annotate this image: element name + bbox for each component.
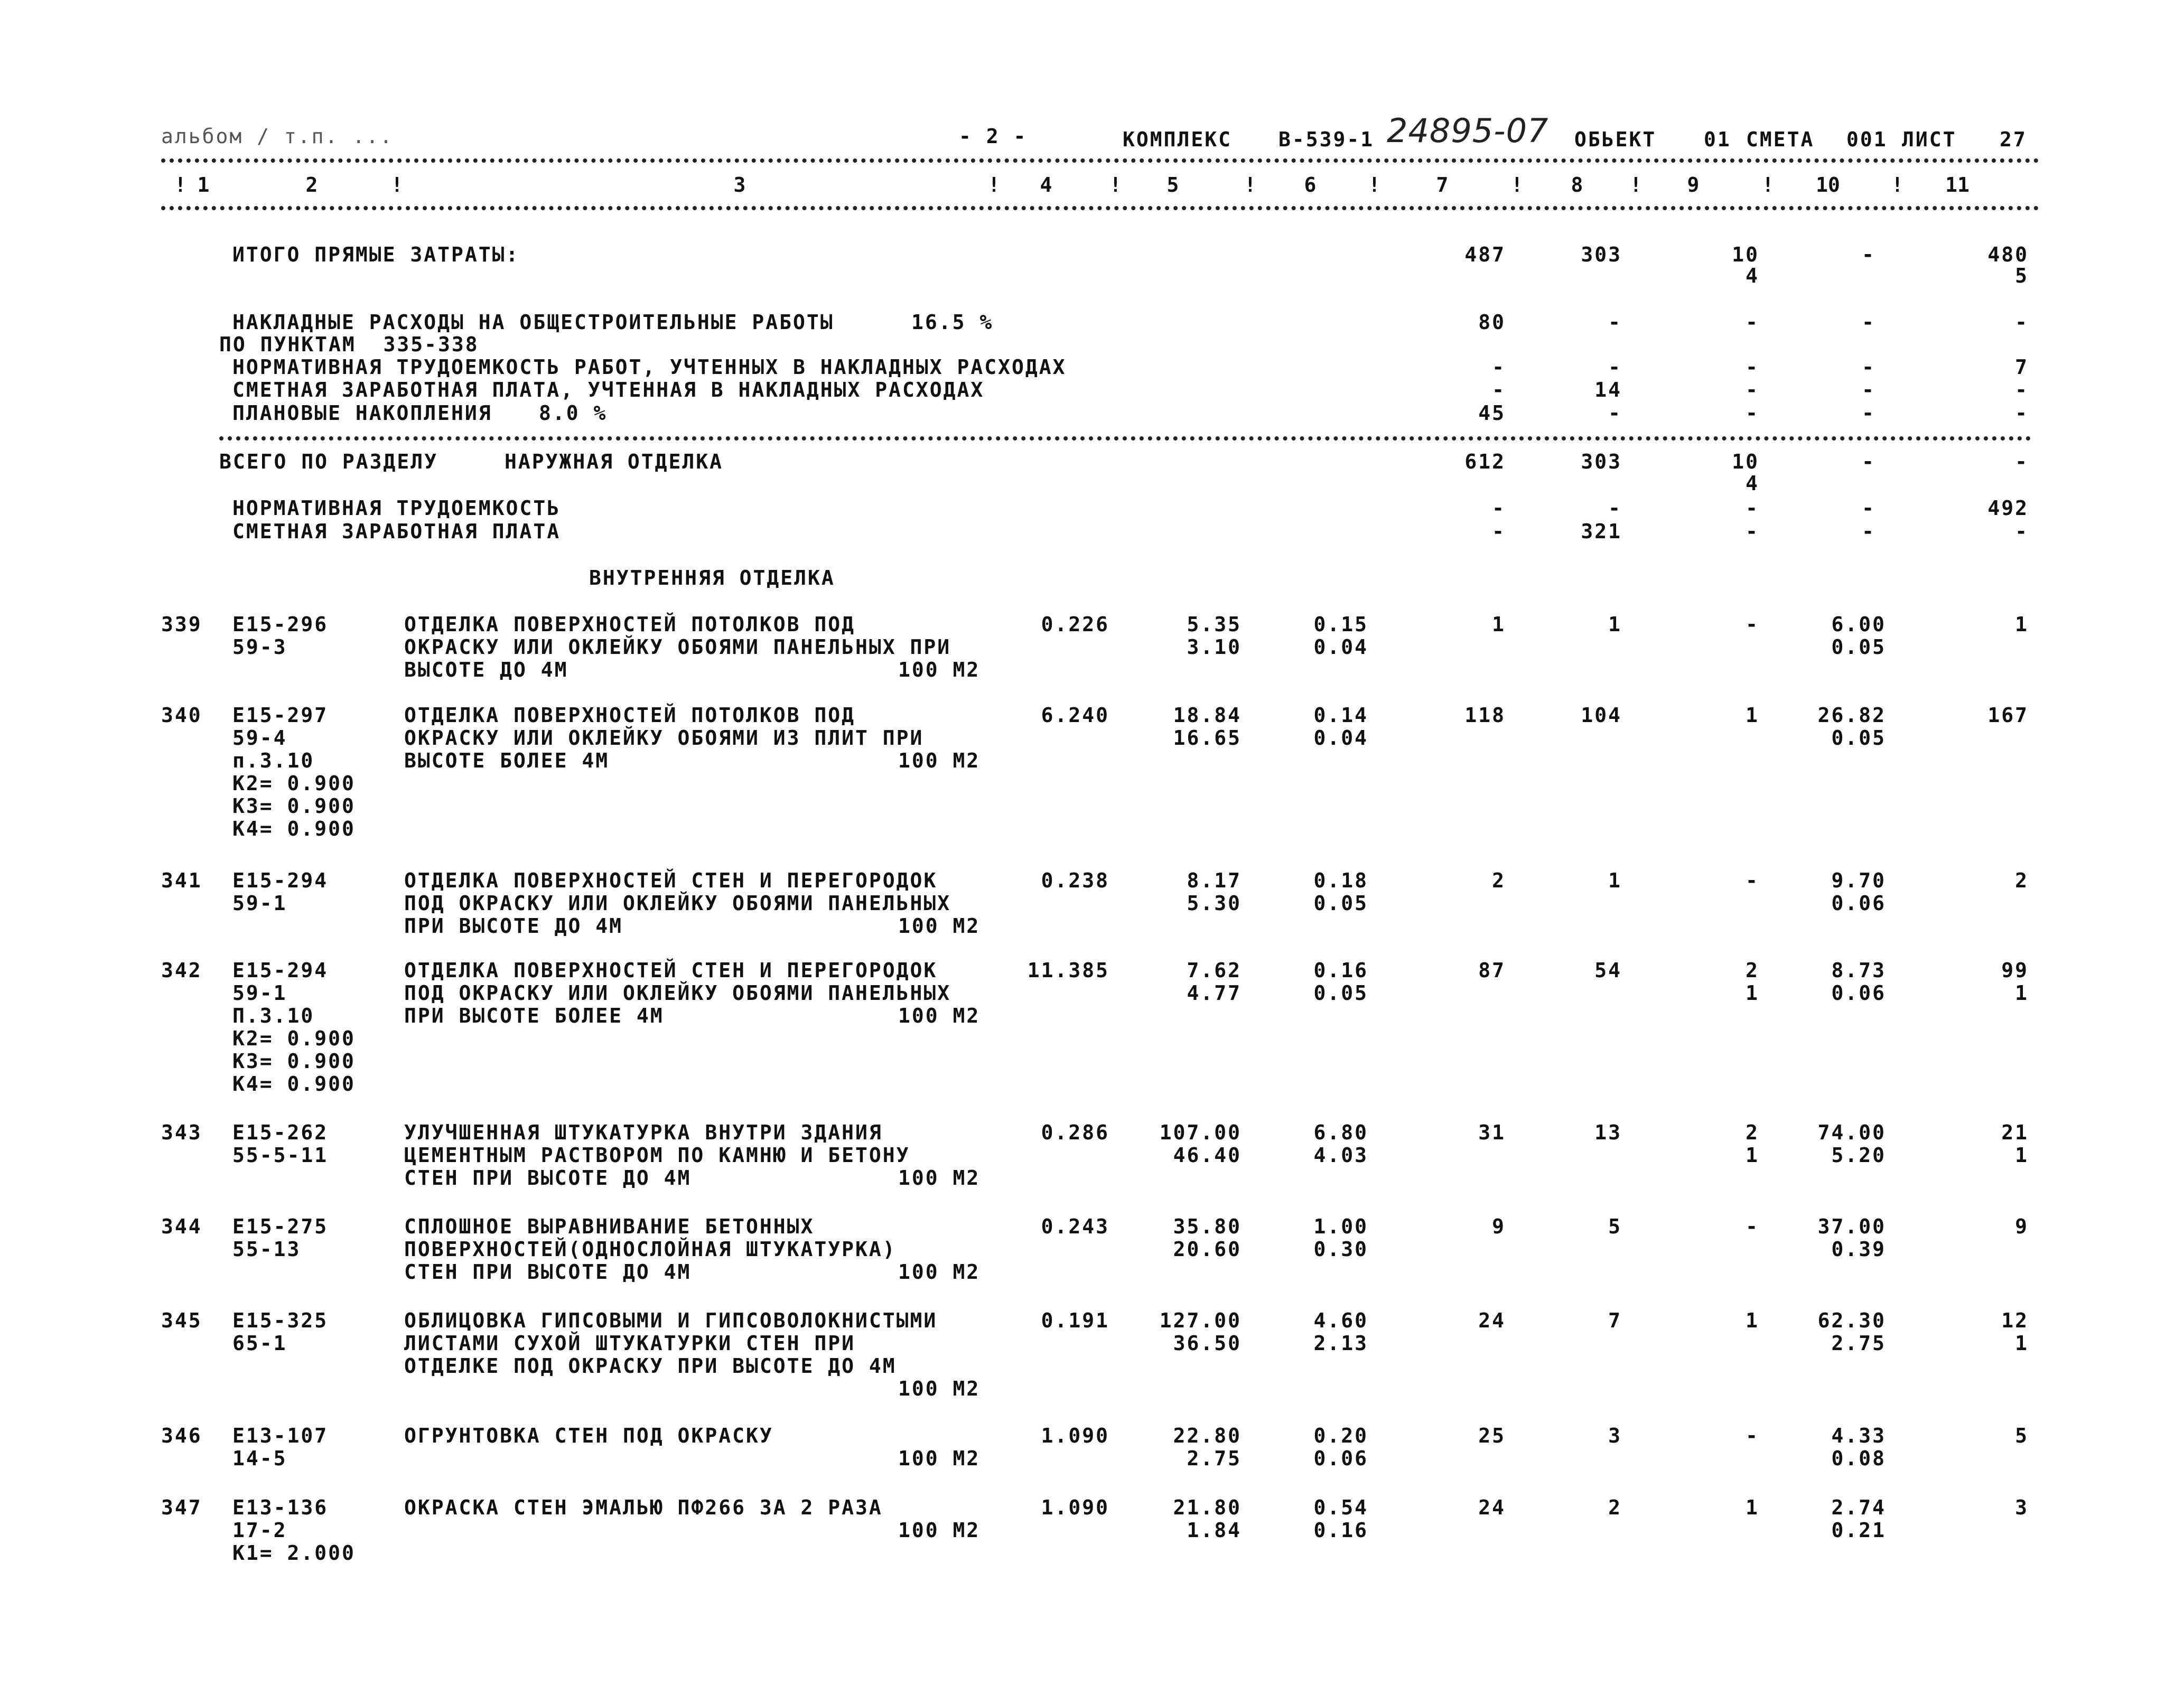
row-machine-cost: 0.54 — [1313, 1496, 1368, 1519]
row-code: 55-13 — [232, 1238, 301, 1261]
row-labor-unit: 0.05 — [1831, 726, 1886, 750]
section-total-c9: 10 — [1732, 450, 1759, 473]
row-unit-cost: 18.84 — [1173, 704, 1242, 727]
row-labor-total: 21 — [2001, 1121, 2029, 1144]
row-machine-total: 1 — [1746, 1309, 1759, 1332]
column-separator: ! — [1762, 173, 1774, 196]
row-unit-cost: 107.00 — [1159, 1121, 1242, 1144]
row-code: 55-5-11 — [232, 1144, 329, 1167]
row-total-cost: 87 — [1478, 959, 1506, 982]
row-machine-cost: 4.60 — [1313, 1309, 1368, 1332]
col-num-4: 4 — [1040, 173, 1052, 196]
planned-savings-c9: - — [1746, 401, 1759, 425]
row-labor-unit: 62.30 — [1817, 1309, 1886, 1332]
row-quantity: 0.226 — [1041, 613, 1109, 636]
row-unit: 100 М2 — [898, 1447, 981, 1470]
column-separator: ! — [1109, 173, 1122, 196]
row-total-cost: 25 — [1478, 1424, 1506, 1447]
row-description: ПОД ОКРАСКУ ИЛИ ОКЛЕЙКУ ОБОЯМИ ПАНЕЛЬНЫХ — [404, 892, 951, 915]
overhead-c9: - — [1746, 311, 1759, 334]
row-code: Е15-275 — [232, 1215, 329, 1238]
row-code: Е15-262 — [232, 1121, 329, 1144]
row-description: ОБЛИЦОВКА ГИПСОВЫМИ И ГИПСОВОЛОКНИСТЫМИ — [404, 1309, 938, 1332]
row-unit-cost: 16.65 — [1173, 726, 1242, 750]
row-machine-cost: 0.04 — [1313, 726, 1368, 750]
row-wage-cost: 54 — [1594, 959, 1622, 982]
row-machine-total: 1 — [1746, 1144, 1759, 1167]
col-num-5: 5 — [1166, 173, 1179, 196]
row-description: ОТДЕЛКА ПОВЕРХНОСТЕЙ ПОТОЛКОВ ПОД — [404, 613, 855, 636]
row-number: 346 — [161, 1424, 202, 1447]
col-num-8: 8 — [1571, 173, 1583, 196]
norm-labor-overhead-c9: - — [1746, 355, 1759, 379]
header-rule-top — [161, 158, 2039, 163]
row-number: 344 — [161, 1215, 202, 1238]
overhead-c7: 80 — [1478, 311, 1506, 334]
row-unit: 100 М2 — [898, 749, 981, 772]
complex-code: В-539-1 — [1278, 128, 1375, 151]
column-separator: ! — [1891, 173, 1903, 196]
row-machine-cost: 0.30 — [1313, 1238, 1368, 1261]
row-unit: 100 М2 — [898, 1377, 981, 1400]
row-number: 343 — [161, 1121, 202, 1144]
row-machine-cost: 0.20 — [1313, 1424, 1368, 1447]
row-code: 59-4 — [232, 726, 287, 750]
row-labor-unit: 0.06 — [1831, 892, 1886, 915]
row-unit-cost: 2.75 — [1187, 1447, 1242, 1470]
row-machine-total: 1 — [1746, 704, 1759, 727]
norm-labor-overhead-label: НОРМАТИВНАЯ ТРУДОЕМКОСТЬ РАБОТ, УЧТЕННЫХ В НАКЛАДНЫХ РАСХОДАХ — [232, 355, 1067, 379]
row-unit-cost: 3.10 — [1187, 635, 1242, 659]
row-unit-cost: 7.62 — [1187, 959, 1242, 982]
row-unit-cost: 5.35 — [1187, 613, 1242, 636]
col-num-9: 9 — [1687, 173, 1700, 196]
row-unit: 100 М2 — [898, 1166, 981, 1190]
direct-costs-label: ИТОГО ПРЯМЫЕ ЗАТРАТЫ: — [232, 243, 520, 266]
row-unit-cost: 35.80 — [1173, 1215, 1242, 1238]
row-labor-total: 1 — [2015, 1144, 2029, 1167]
row-code: 59-3 — [232, 635, 287, 659]
row-machine-cost: 4.03 — [1313, 1144, 1368, 1167]
column-separator: ! — [1368, 173, 1380, 196]
direct-costs-c11: 480 — [1987, 243, 2029, 266]
planned-savings-pct: 8.0 % — [539, 401, 608, 425]
row-machine-total: 2 — [1746, 1121, 1759, 1144]
row-machine-total: 1 — [1746, 981, 1759, 1005]
row-machine-total: 1 — [1746, 1496, 1759, 1519]
row-labor-unit: 2.74 — [1831, 1496, 1886, 1519]
row-labor-unit: 0.06 — [1831, 981, 1886, 1005]
row-unit-cost: 8.17 — [1187, 869, 1242, 892]
row-total-cost: 118 — [1464, 704, 1506, 727]
norm-labor-overhead-c8: - — [1608, 355, 1622, 379]
row-machine-total: 2 — [1746, 959, 1759, 982]
row-code: Е13-107 — [232, 1424, 329, 1447]
row-machine-cost: 0.16 — [1313, 1519, 1368, 1542]
row-wage-cost: 5 — [1608, 1215, 1622, 1238]
row-code: К4= 0.900 — [232, 817, 356, 840]
row-labor-unit: 8.73 — [1831, 959, 1886, 982]
section-total-c11: - — [2015, 450, 2029, 473]
row-quantity: 6.240 — [1041, 704, 1109, 727]
sheet-number: 27 — [2000, 128, 2027, 151]
section-total-c9b: 4 — [1746, 472, 1759, 495]
row-labor-total: 1 — [2015, 1332, 2029, 1355]
norm-labor-c7: - — [1492, 497, 1506, 520]
row-machine-cost: 0.05 — [1313, 981, 1368, 1005]
direct-costs-c11b: 5 — [2015, 264, 2029, 287]
row-labor-unit: 0.39 — [1831, 1238, 1886, 1261]
column-separator: ! — [174, 173, 186, 196]
row-labor-total: 9 — [2015, 1215, 2029, 1238]
planned-savings-c11: - — [2015, 401, 2029, 425]
wage-c10: - — [1862, 520, 1875, 543]
row-code: Е15-297 — [232, 704, 329, 727]
row-total-cost: 9 — [1492, 1215, 1506, 1238]
row-unit-cost: 22.80 — [1173, 1424, 1242, 1447]
estimate-number: 001 — [1846, 128, 1888, 151]
norm-labor-c8: - — [1608, 497, 1622, 520]
wage-label: СМЕТНАЯ ЗАРАБОТНАЯ ПЛАТА — [232, 520, 561, 543]
row-quantity: 0.286 — [1041, 1121, 1109, 1144]
row-description: ОТДЕЛКА ПОВЕРХНОСТЕЙ СТЕН И ПЕРЕГОРОДОК — [404, 959, 938, 982]
col-num-1: 1 — [197, 173, 210, 196]
row-number: 339 — [161, 613, 202, 636]
row-machine-cost: 0.14 — [1313, 704, 1368, 727]
column-separator: ! — [1630, 173, 1642, 196]
row-labor-unit: 6.00 — [1831, 613, 1886, 636]
row-description: ПРИ ВЫСОТЕ ДО 4М — [404, 914, 623, 938]
overhead-c8: - — [1608, 311, 1622, 334]
row-quantity: 1.090 — [1041, 1496, 1109, 1519]
row-description: ПОВЕРХНОСТЕЙ(ОДНОСЛОЙНАЯ ШТУКАТУРКА) — [404, 1238, 897, 1261]
row-labor-unit: 4.33 — [1831, 1424, 1886, 1447]
wage-overhead-c7: - — [1492, 378, 1506, 401]
col-num-10: 10 — [1816, 173, 1840, 196]
section-total-label: ВСЕГО ПО РАЗДЕЛУ — [219, 450, 438, 473]
row-machine-cost: 0.04 — [1313, 635, 1368, 659]
wage-c9: - — [1746, 520, 1759, 543]
row-code: Е15-294 — [232, 959, 329, 982]
row-description: УЛУЧШЕННАЯ ШТУКАТУРКА ВНУТРИ ЗДАНИЯ — [404, 1121, 883, 1144]
row-labor-unit: 0.05 — [1831, 635, 1886, 659]
row-code: п.3.10 — [232, 749, 315, 772]
row-total-cost: 31 — [1478, 1121, 1506, 1144]
norm-labor-c9: - — [1746, 497, 1759, 520]
norm-labor-c10: - — [1862, 497, 1875, 520]
row-unit: 100 М2 — [898, 1519, 981, 1542]
row-machine-total: - — [1746, 1215, 1759, 1238]
row-unit-cost: 4.77 — [1187, 981, 1242, 1005]
row-description: СТЕН ПРИ ВЫСОТЕ ДО 4М — [404, 1166, 692, 1190]
row-unit: 100 М2 — [898, 1260, 981, 1284]
object-label: ОБЬЕКТ — [1574, 128, 1657, 151]
header-rule-bottom — [161, 206, 2039, 210]
row-total-cost: 24 — [1478, 1309, 1506, 1332]
row-machine-cost: 0.06 — [1313, 1447, 1368, 1470]
row-total-cost: 1 — [1492, 613, 1506, 636]
row-labor-unit: 9.70 — [1831, 869, 1886, 892]
section-total-c10: - — [1862, 450, 1875, 473]
row-description: ОТДЕЛКА ПОВЕРХНОСТЕЙ СТЕН И ПЕРЕГОРОДОК — [404, 869, 938, 892]
row-code: Е15-296 — [232, 613, 329, 636]
row-description: СПЛОШНОЕ ВЫРАВНИВАНИЕ БЕТОННЫХ — [404, 1215, 815, 1238]
col-num-7: 7 — [1436, 173, 1449, 196]
row-unit-cost: 20.60 — [1173, 1238, 1242, 1261]
row-labor-unit: 26.82 — [1817, 704, 1886, 727]
row-number: 340 — [161, 704, 202, 727]
section-total-c8: 303 — [1581, 450, 1622, 473]
row-description: ВЫСОТЕ ДО 4М — [404, 658, 568, 681]
row-labor-total: 1 — [2015, 613, 2029, 636]
row-code: К4= 0.900 — [232, 1072, 356, 1096]
row-unit-cost: 5.30 — [1187, 892, 1242, 915]
row-labor-unit: 0.08 — [1831, 1447, 1886, 1470]
row-quantity: 11.385 — [1027, 959, 1109, 982]
row-description: ВЫСОТЕ БОЛЕЕ 4М — [404, 749, 610, 772]
row-unit: 100 М2 — [898, 1004, 981, 1027]
row-labor-unit: 37.00 — [1817, 1215, 1886, 1238]
row-labor-total: 3 — [2015, 1496, 2029, 1519]
row-unit-cost: 1.84 — [1187, 1519, 1242, 1542]
row-description: СТЕН ПРИ ВЫСОТЕ ДО 4М — [404, 1260, 692, 1284]
section-total-rule — [219, 436, 2031, 441]
row-code: 65-1 — [232, 1332, 287, 1355]
row-machine-total: - — [1746, 1424, 1759, 1447]
norm-labor-overhead-c7: - — [1492, 355, 1506, 379]
page-dash: - 2 - — [959, 125, 1028, 148]
row-code: 17-2 — [232, 1519, 287, 1542]
row-code: К1= 2.000 — [232, 1541, 356, 1565]
row-number: 345 — [161, 1309, 202, 1332]
direct-costs-c9b: 4 — [1746, 264, 1759, 287]
col-num-2: 2 — [305, 173, 318, 196]
row-unit: 100 М2 — [898, 658, 981, 681]
row-code: К3= 0.900 — [232, 794, 356, 818]
handwritten-number: 24895-07 — [1387, 111, 1549, 150]
row-machine-cost: 0.16 — [1313, 959, 1368, 982]
column-separator: ! — [1511, 173, 1523, 196]
column-separator: ! — [1244, 173, 1256, 196]
estimate-label: СМЕТА — [1746, 128, 1815, 151]
row-number: 347 — [161, 1496, 202, 1519]
row-code: Е15-294 — [232, 869, 329, 892]
section-total-c7: 612 — [1464, 450, 1506, 473]
planned-savings-c10: - — [1862, 401, 1875, 425]
row-code: 14-5 — [232, 1447, 287, 1470]
row-unit: 100 М2 — [898, 914, 981, 938]
row-machine-total: - — [1746, 869, 1759, 892]
album-ref: альбом / т.п. ... — [161, 125, 407, 148]
row-quantity: 0.191 — [1041, 1309, 1109, 1332]
row-code: К2= 0.900 — [232, 1027, 356, 1050]
row-labor-total: 99 — [2001, 959, 2029, 982]
wage-c7: - — [1492, 520, 1506, 543]
wage-c8: 321 — [1581, 520, 1622, 543]
row-wage-cost: 104 — [1581, 704, 1622, 727]
wage-overhead-c8: 14 — [1594, 378, 1622, 401]
row-quantity: 1.090 — [1041, 1424, 1109, 1447]
row-code: К2= 0.900 — [232, 772, 356, 795]
row-machine-cost: 1.00 — [1313, 1215, 1368, 1238]
row-machine-cost: 6.80 — [1313, 1121, 1368, 1144]
row-labor-total: 167 — [1987, 704, 2029, 727]
row-labor-total: 2 — [2015, 869, 2029, 892]
row-labor-unit: 5.20 — [1831, 1144, 1886, 1167]
sheet-label: ЛИСТ — [1902, 128, 1957, 151]
norm-labor-overhead-c11: 7 — [2015, 355, 2029, 379]
planned-savings-c7: 45 — [1478, 401, 1506, 425]
row-code: Е13-136 — [232, 1496, 329, 1519]
row-total-cost: 2 — [1492, 869, 1506, 892]
row-code: П.3.10 — [232, 1004, 315, 1027]
norm-labor-overhead-c10: - — [1862, 355, 1875, 379]
row-machine-cost: 0.18 — [1313, 869, 1368, 892]
wage-overhead-label: СМЕТНАЯ ЗАРАБОТНАЯ ПЛАТА, УЧТЕННАЯ В НАКЛАДНЫХ РАСХОДАХ — [232, 378, 985, 401]
row-description: ОГРУНТОВКА СТЕН ПОД ОКРАСКУ — [404, 1424, 773, 1447]
row-machine-cost: 0.15 — [1313, 613, 1368, 636]
row-machine-cost: 2.13 — [1313, 1332, 1368, 1355]
row-description: ОКРАСКУ ИЛИ ОКЛЕЙКУ ОБОЯМИ ИЗ ПЛИТ ПРИ — [404, 726, 924, 750]
row-labor-unit: 74.00 — [1817, 1121, 1886, 1144]
row-labor-total: 1 — [2015, 981, 2029, 1005]
column-separator: ! — [988, 173, 1000, 196]
object-number: 01 — [1704, 128, 1731, 151]
col-num-3: 3 — [733, 173, 746, 196]
row-machine-total: - — [1746, 613, 1759, 636]
direct-costs-c9: 10 — [1732, 243, 1759, 266]
row-number: 341 — [161, 869, 202, 892]
col-num-11: 11 — [1945, 173, 1970, 196]
overhead-label2: ПО ПУНКТАМ 335-338 — [219, 333, 479, 356]
row-description: ОТДЕЛКА ПОВЕРХНОСТЕЙ ПОТОЛКОВ ПОД — [404, 704, 855, 727]
overhead-pct: 16.5 % — [911, 311, 994, 334]
row-code: К3= 0.900 — [232, 1050, 356, 1073]
row-total-cost: 24 — [1478, 1496, 1506, 1519]
row-quantity: 0.243 — [1041, 1215, 1109, 1238]
row-wage-cost: 1 — [1608, 613, 1622, 636]
complex-label: КОМПЛЕКС — [1123, 128, 1233, 151]
wage-overhead-c10: - — [1862, 378, 1875, 401]
row-code: 59-1 — [232, 981, 287, 1005]
row-wage-cost: 1 — [1608, 869, 1622, 892]
planned-savings-c8: - — [1608, 401, 1622, 425]
row-number: 342 — [161, 959, 202, 982]
wage-c11: - — [2015, 520, 2029, 543]
planned-savings-label: ПЛАНОВЫЕ НАКОПЛЕНИЯ — [232, 401, 492, 425]
wage-overhead-c11: - — [2015, 378, 2029, 401]
section-total-name: НАРУЖНАЯ ОТДЕЛКА — [505, 450, 724, 473]
section-title: ВНУТРЕННЯЯ ОТДЕЛКА — [589, 566, 835, 589]
row-unit-cost: 36.50 — [1173, 1332, 1242, 1355]
direct-costs-c10: - — [1862, 243, 1875, 266]
row-description: ПОД ОКРАСКУ ИЛИ ОКЛЕЙКУ ОБОЯМИ ПАНЕЛЬНЫХ — [404, 981, 951, 1005]
row-labor-unit: 2.75 — [1831, 1332, 1886, 1355]
row-labor-total: 12 — [2001, 1309, 2029, 1332]
overhead-label: НАКЛАДНЫЕ РАСХОДЫ НА ОБЩЕСТРОИТЕЛЬНЫЕ РАБОТЫ — [232, 311, 834, 334]
column-separator: ! — [391, 173, 403, 196]
row-quantity: 0.238 — [1041, 869, 1109, 892]
row-wage-cost: 13 — [1594, 1121, 1622, 1144]
col-num-6: 6 — [1304, 173, 1317, 196]
row-labor-total: 5 — [2015, 1424, 2029, 1447]
row-description: ПРИ ВЫСОТЕ БОЛЕЕ 4М — [404, 1004, 664, 1027]
row-description: ЦЕМЕНТНЫМ РАСТВОРОМ ПО КАМНЮ И БЕТОНУ — [404, 1144, 910, 1167]
overhead-c10: - — [1862, 311, 1875, 334]
row-wage-cost: 7 — [1608, 1309, 1622, 1332]
row-code: Е15-325 — [232, 1309, 329, 1332]
row-wage-cost: 2 — [1608, 1496, 1622, 1519]
row-description: ОКРАСКА СТЕН ЭМАЛЬЮ ПФ266 ЗА 2 РАЗА — [404, 1496, 883, 1519]
row-wage-cost: 3 — [1608, 1424, 1622, 1447]
overhead-c11: - — [2015, 311, 2029, 334]
row-unit-cost: 127.00 — [1159, 1309, 1242, 1332]
norm-labor-label: НОРМАТИВНАЯ ТРУДОЕМКОСТЬ — [232, 497, 561, 520]
row-description: ЛИСТАМИ СУХОЙ ШТУКАТУРКИ СТЕН ПРИ — [404, 1332, 855, 1355]
row-description: ОКРАСКУ ИЛИ ОКЛЕЙКУ ОБОЯМИ ПАНЕЛЬНЫХ ПРИ — [404, 635, 951, 659]
row-unit-cost: 21.80 — [1173, 1496, 1242, 1519]
row-labor-unit: 0.21 — [1831, 1519, 1886, 1542]
norm-labor-c11: 492 — [1987, 497, 2029, 520]
row-unit-cost: 46.40 — [1173, 1144, 1242, 1167]
direct-costs-c7: 487 — [1464, 243, 1506, 266]
row-description: ОТДЕЛКЕ ПОД ОКРАСКУ ПРИ ВЫСОТЕ ДО 4М — [404, 1354, 897, 1378]
wage-overhead-c9: - — [1746, 378, 1759, 401]
row-code: 59-1 — [232, 892, 287, 915]
row-machine-cost: 0.05 — [1313, 892, 1368, 915]
direct-costs-c8: 303 — [1581, 243, 1622, 266]
